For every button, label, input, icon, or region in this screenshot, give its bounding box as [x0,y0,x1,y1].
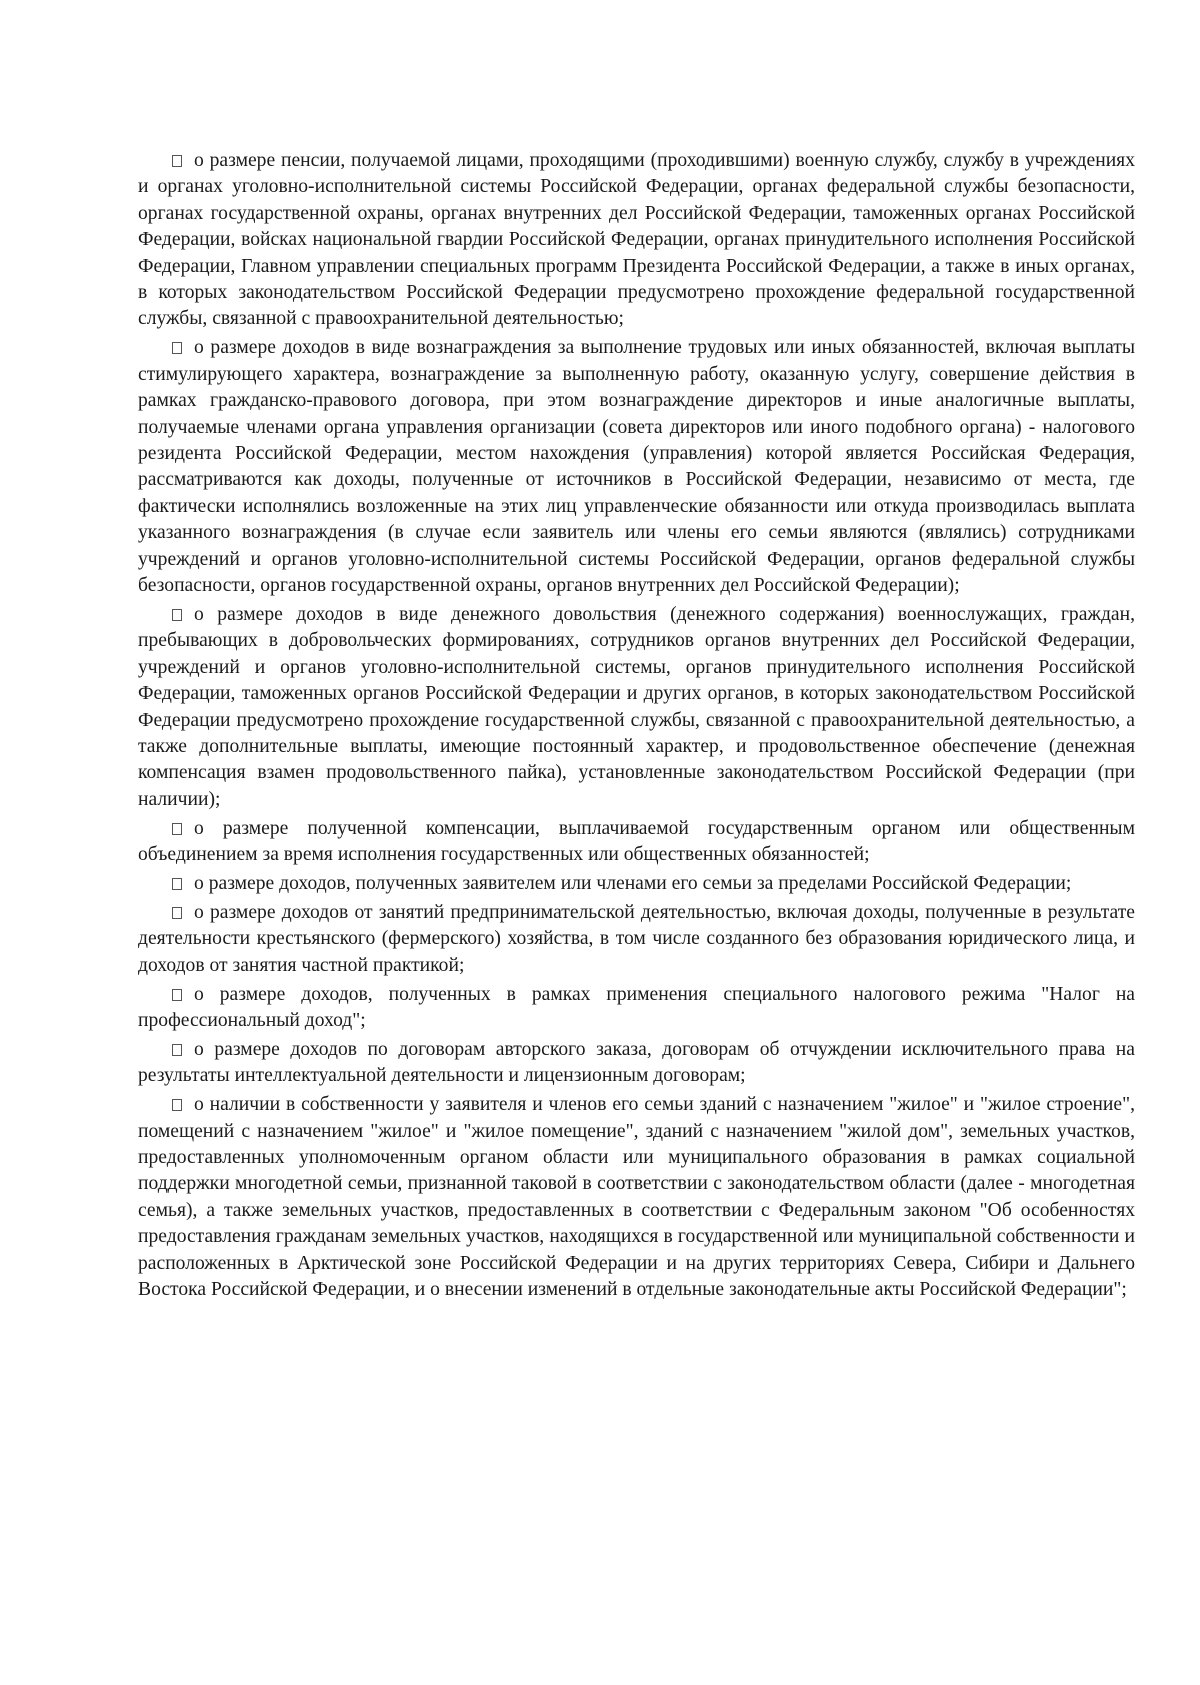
list-item-text: о наличии в собственности у заявителя и членов его семьи зданий с назначением "жилое" и "жилое строение", помещений с назначением "жилое" и "жилое помещение", зданий с назначением "жилой дом", земельных участков, предоставленных уполномоченным органом области или муниципального образования в рамках социальной поддержки многодетной семьи, признанной таковой в соответствии с законодательством области (далее - многодетная семья), а также земельных участков, предоставленных в соответствии с Федеральным законом "Об особенностях предоставления гражданам земельных участков, находящихся в государственной или муниципальной собственности и расположенных в Арктической зоне Российской Федерации и на других территориях Севера, Сибири и Дальнего Востока Российской Федерации, и о внесении изменений в отдельные законодательные акты Российской Федерации"; [138,1094,1135,1301]
list-item-text: о размере доходов, полученных в рамках применения специального налогового режима "Налог на профессиональный доход"; [138,983,1135,1031]
list-item-text: о размере доходов в виде денежного довольствия (денежного содержания) военнослужащих, граждан, пребывающих в добровольческих формированиях, сотрудников органов внутренних дел Российской Федерации, учреждений и органов уголовно-исполнительной системы, органов принудительного исполнения Российской Федерации, таможенных органов Российской Федерации и других органов, в которых законодательством Российской Федерации предусмотрено прохождение государственной службы, связанной с правоохранительной деятельностью, а также дополнительные выплаты, имеющие постоянный характер, и продовольственное обеспечение (денежная компенсация взамен продовольственного пайка), установленные законодательством Российской Федерации (при наличии); [138,603,1135,810]
list-item-text: о размере пенсии, получаемой лицами, проходящими (проходившими) военную службу, службу в учреждениях и органах уголовно-исполнительной системы Российской Федерации, органах федеральной службы безопасности, органах государственной охраны, органах внутренних дел Российской Федерации, таможенных органах Российской Федерации, войсках национальной гвардии Российской Федерации, органах принудительного исполнения Российской Федерации, Главном управлении специальных программ Президента Российской Федерации, а также в иных органах, в которых законодательством Российской Федерации предусмотрено прохождение федеральной государственной службы, связанной с правоохранительной деятельностью; [138,150,1135,330]
list-item [138,148,1135,333]
checkbox-icon [172,342,182,354]
list-item-text: о размере доходов по договорам авторского заказа, договорам об отчуждении исключительного права на результаты интеллектуальной деятельности и лицензионным договорам; [138,1038,1135,1087]
list-item-text: о размере доходов в виде вознаграждения за выполнение трудовых или иных обязанностей, включая выплаты стимулирующего характера, вознаграждение за выполненную работу, оказанную услугу, совершение действия в рамках гражданско-правового договора, при этом вознаграждение директоров и иные аналогичные выплаты, получаемые членами органа управления организации (совета директоров или иного подобного органа) - налогового резидента Российской Федерации, местом нахождения (управления) которой является Российская Федерация, рассматриваются как доходы, полученные от источников в Российской Федерации, независимо от места, где фактически исполнялись возложенные на этих лиц управленческие обязанности или откуда производилась выплата указанного вознаграждения (в случае если заявитель или члены его семьи являются (являлись) сотрудниками учреждений и органов уголовно-исполнительной системы Российской Федерации, органов федеральной службы безопасности, органов государственной охраны, органов внутренних дел Российской Федерации); [138,337,1135,596]
checkbox-icon [172,989,182,1001]
list-item-text: о размере доходов, полученных заявителем или членами его семьи за пределами Российской Федерации; [194,872,1072,894]
list-item [138,1092,1135,1303]
list-item-text: о размере полученной компенсации, выплачиваемой государственным органом или общественным объединением за время исполнения государственных или общественных обязанностей; [138,817,1135,866]
list-item [138,602,1135,813]
checkbox-icon [172,155,182,167]
checkbox-icon [172,1044,182,1056]
list-item [138,982,1135,1035]
list-item [138,871,1135,897]
list-item [138,1037,1135,1090]
checkbox-icon [172,1099,182,1111]
list-item-text: о размере доходов от занятий предпринимательской деятельностью, включая доходы, полученные в результате деятельности крестьянского (фермерского) хозяйства, в том числе созданного без образования юридического лица, и доходов от занятия частной практикой; [138,901,1135,976]
checkbox-icon [172,907,182,919]
document-body [138,148,1135,1306]
checkbox-icon [172,878,182,890]
checkbox-icon [172,609,182,621]
list-item [138,335,1135,599]
list-item [138,816,1135,869]
list-item [138,900,1135,979]
checkbox-icon [172,823,182,835]
